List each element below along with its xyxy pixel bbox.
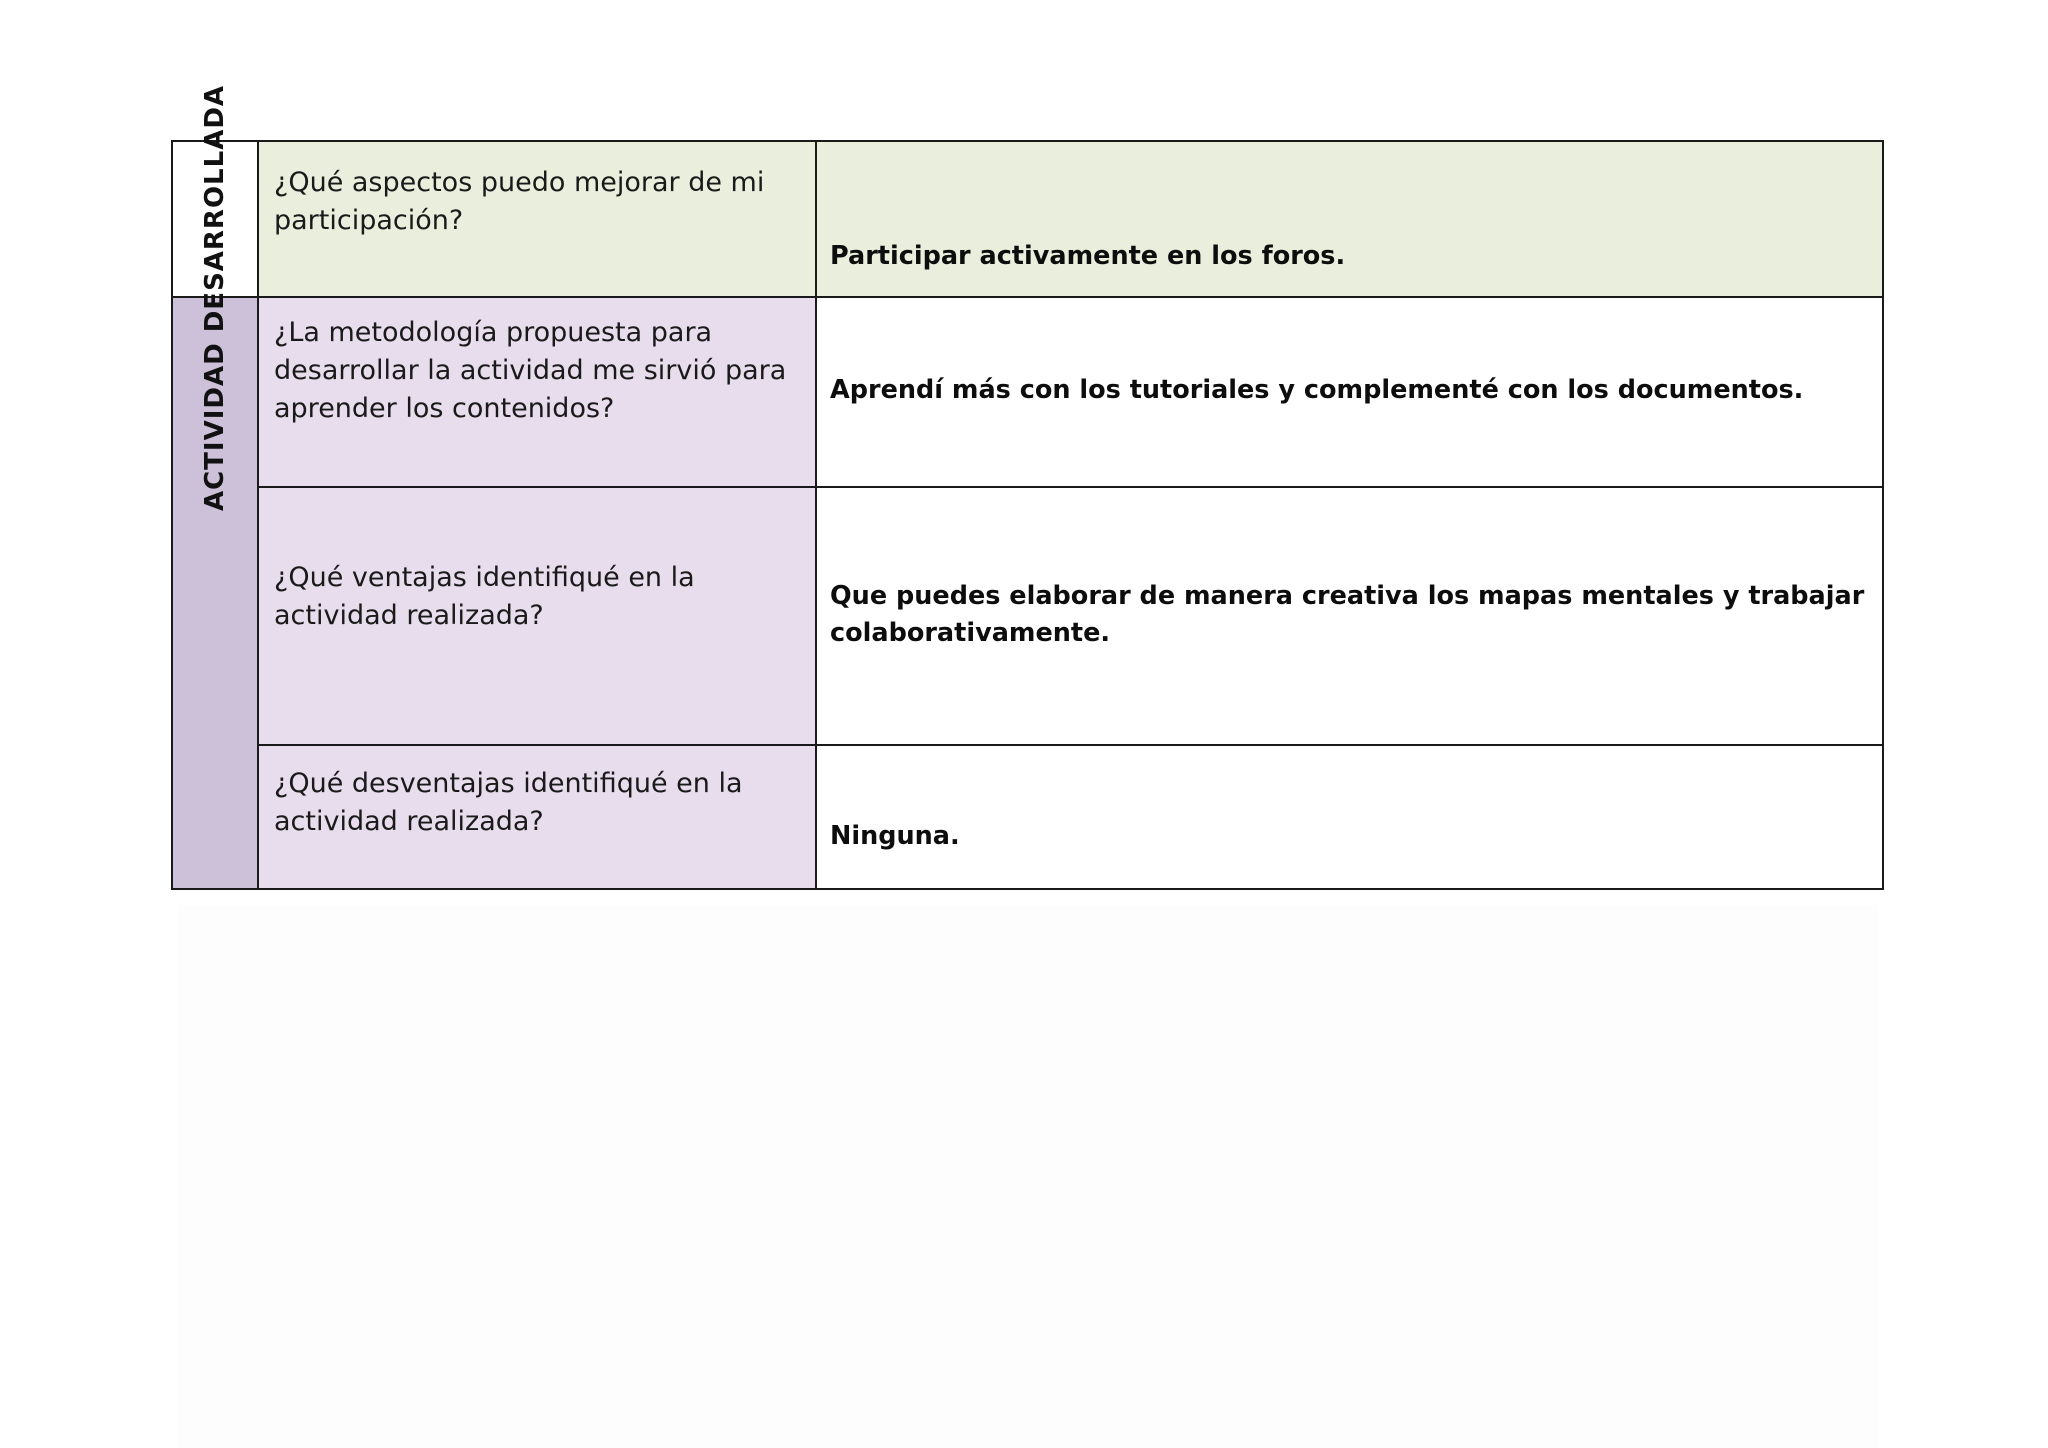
question-text: ¿La metodología propuesta para desarrollar la actividad me sirvió para aprender los contenidos? [274,317,787,424]
question-cell [258,745,816,889]
answer-text: Ninguna. [830,821,960,851]
page-background-shade [178,905,1878,1448]
section-label: ACTIVIDAD DESARROLLADA [200,84,230,512]
question-cell [258,141,816,297]
table-row [172,745,1883,889]
answer-cell [816,745,1883,889]
answer-cell [816,487,1883,745]
table-row [172,297,1883,487]
answer-text: Que puedes elaborar de manera creativa los mapas mentales y trabajar colaborativamente. [830,581,1865,648]
question-text: ¿Qué desventajas identifiqué en la actividad realizada? [274,768,743,837]
answer-cell [816,141,1883,297]
question-cell [258,487,816,745]
answer-text: Aprendí más con los tutoriales y complementé con los documentos. [830,375,1804,405]
section-label-cell [172,84,258,889]
table-row [172,141,1883,297]
question-cell [258,297,816,487]
table-row [172,487,1883,745]
reflection-table [171,84,1884,890]
question-text: ¿Qué ventajas identifiqué en la actividad realizada? [274,562,695,631]
answer-text: Participar activamente en los foros. [830,241,1346,271]
answer-cell [816,297,1883,487]
question-text: ¿Qué aspectos puedo mejorar de mi participación? [274,167,765,236]
